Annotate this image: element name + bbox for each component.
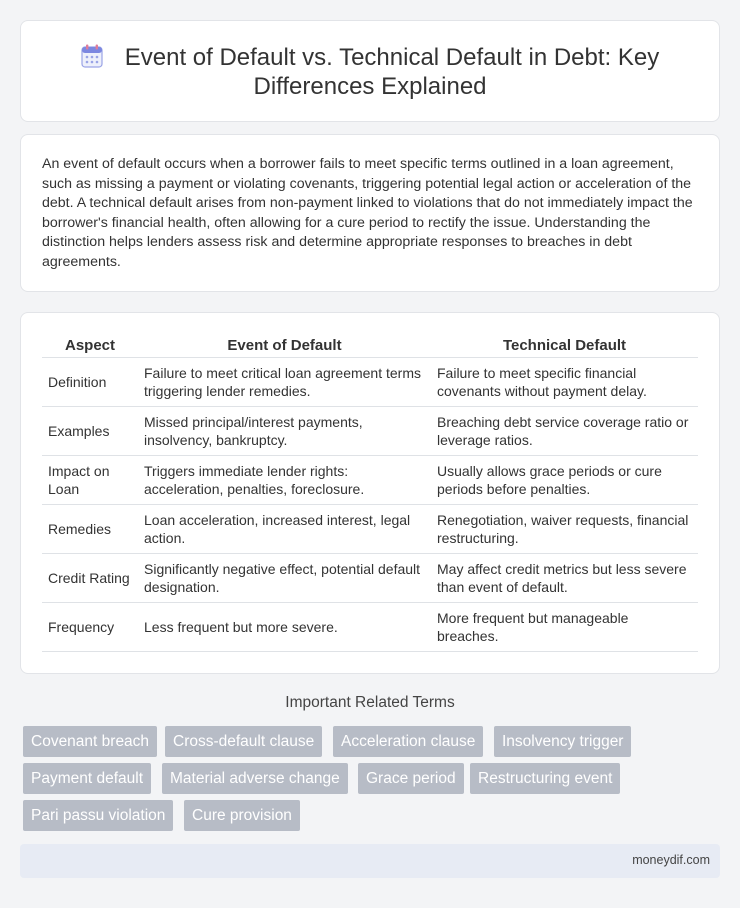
row-technical-default: May affect credit metrics but less severe than event of default. <box>431 554 698 603</box>
row-aspect: Examples <box>42 407 138 456</box>
related-terms-title: Important Related Terms <box>285 694 455 711</box>
row-event-of-default: Significantly negative effect, potential default designation. <box>138 554 431 603</box>
table-row <box>42 554 698 603</box>
page-title: Event of Default vs. Technical Default in Debt: Key Differences Explained <box>124 44 660 100</box>
table-row <box>42 456 698 505</box>
row-technical-default: Failure to meet specific financial covenants without payment delay. <box>431 358 698 407</box>
row-event-of-default: Triggers immediate lender rights: acceleration, penalties, foreclosure. <box>138 456 431 505</box>
table-header-row <box>42 333 698 358</box>
footer-site[interactable]: moneydif.com <box>632 853 710 867</box>
title-card <box>20 20 720 122</box>
comparison-table <box>42 333 698 652</box>
tag-pari-passu-violation[interactable]: Pari passu violation <box>23 800 173 831</box>
header-event-of-default: Event of Default <box>138 333 431 358</box>
tag-payment-default[interactable]: Payment default <box>23 763 151 794</box>
row-technical-default: Breaching debt service coverage ratio or leverage ratios. <box>431 407 698 456</box>
row-event-of-default: Loan acceleration, increased interest, legal action. <box>138 505 431 554</box>
row-aspect: Credit Rating <box>42 554 138 603</box>
table-row <box>42 505 698 554</box>
row-technical-default: Usually allows grace periods or cure periods before penalties. <box>431 456 698 505</box>
page-title-wrap <box>21 43 719 101</box>
tag-cure-provision[interactable]: Cure provision <box>184 800 300 831</box>
intro-card <box>20 134 720 292</box>
comparison-card <box>20 312 720 674</box>
calendar-icon <box>81 44 103 68</box>
header-technical-default: Technical Default <box>431 333 698 358</box>
table-row <box>42 603 698 652</box>
table-row <box>42 358 698 407</box>
intro-paragraph: An event of default occurs when a borrower fails to meet specific terms outlined in a loan agreement, such as missing a payment or violating covenants, triggering potential legal action or acceleration of the debt. A technical default arises from non-payment linked to violations that do not immediately impact the borrower's financial health, often allowing for a cure period to rectify the issue. Understanding the distinction helps lenders assess risk and determine appropriate responses to breaches in debt agreements. <box>42 156 693 270</box>
row-aspect: Impact on Loan <box>42 456 138 505</box>
tag-material-adverse-change[interactable]: Material adverse change <box>162 763 348 794</box>
row-technical-default: More frequent but manageable breaches. <box>431 603 698 652</box>
row-aspect: Remedies <box>42 505 138 554</box>
tag-insolvency-trigger[interactable]: Insolvency trigger <box>494 726 631 757</box>
table-row <box>42 407 698 456</box>
tag-covenant-breach[interactable]: Covenant breach <box>23 726 157 757</box>
tag-grace-period[interactable]: Grace period <box>358 763 464 794</box>
row-aspect: Definition <box>42 358 138 407</box>
tag-restructuring-event[interactable]: Restructuring event <box>470 763 620 794</box>
row-event-of-default: Missed principal/interest payments, insolvency, bankruptcy. <box>138 407 431 456</box>
row-aspect: Frequency <box>42 603 138 652</box>
row-technical-default: Renegotiation, waiver requests, financial restructuring. <box>431 505 698 554</box>
tag-acceleration-clause[interactable]: Acceleration clause <box>333 726 483 757</box>
footer <box>20 844 720 878</box>
tag-cross-default-clause[interactable]: Cross-default clause <box>165 726 322 757</box>
row-event-of-default: Failure to meet critical loan agreement terms triggering lender remedies. <box>138 358 431 407</box>
row-event-of-default: Less frequent but more severe. <box>138 603 431 652</box>
header-aspect: Aspect <box>42 333 138 358</box>
